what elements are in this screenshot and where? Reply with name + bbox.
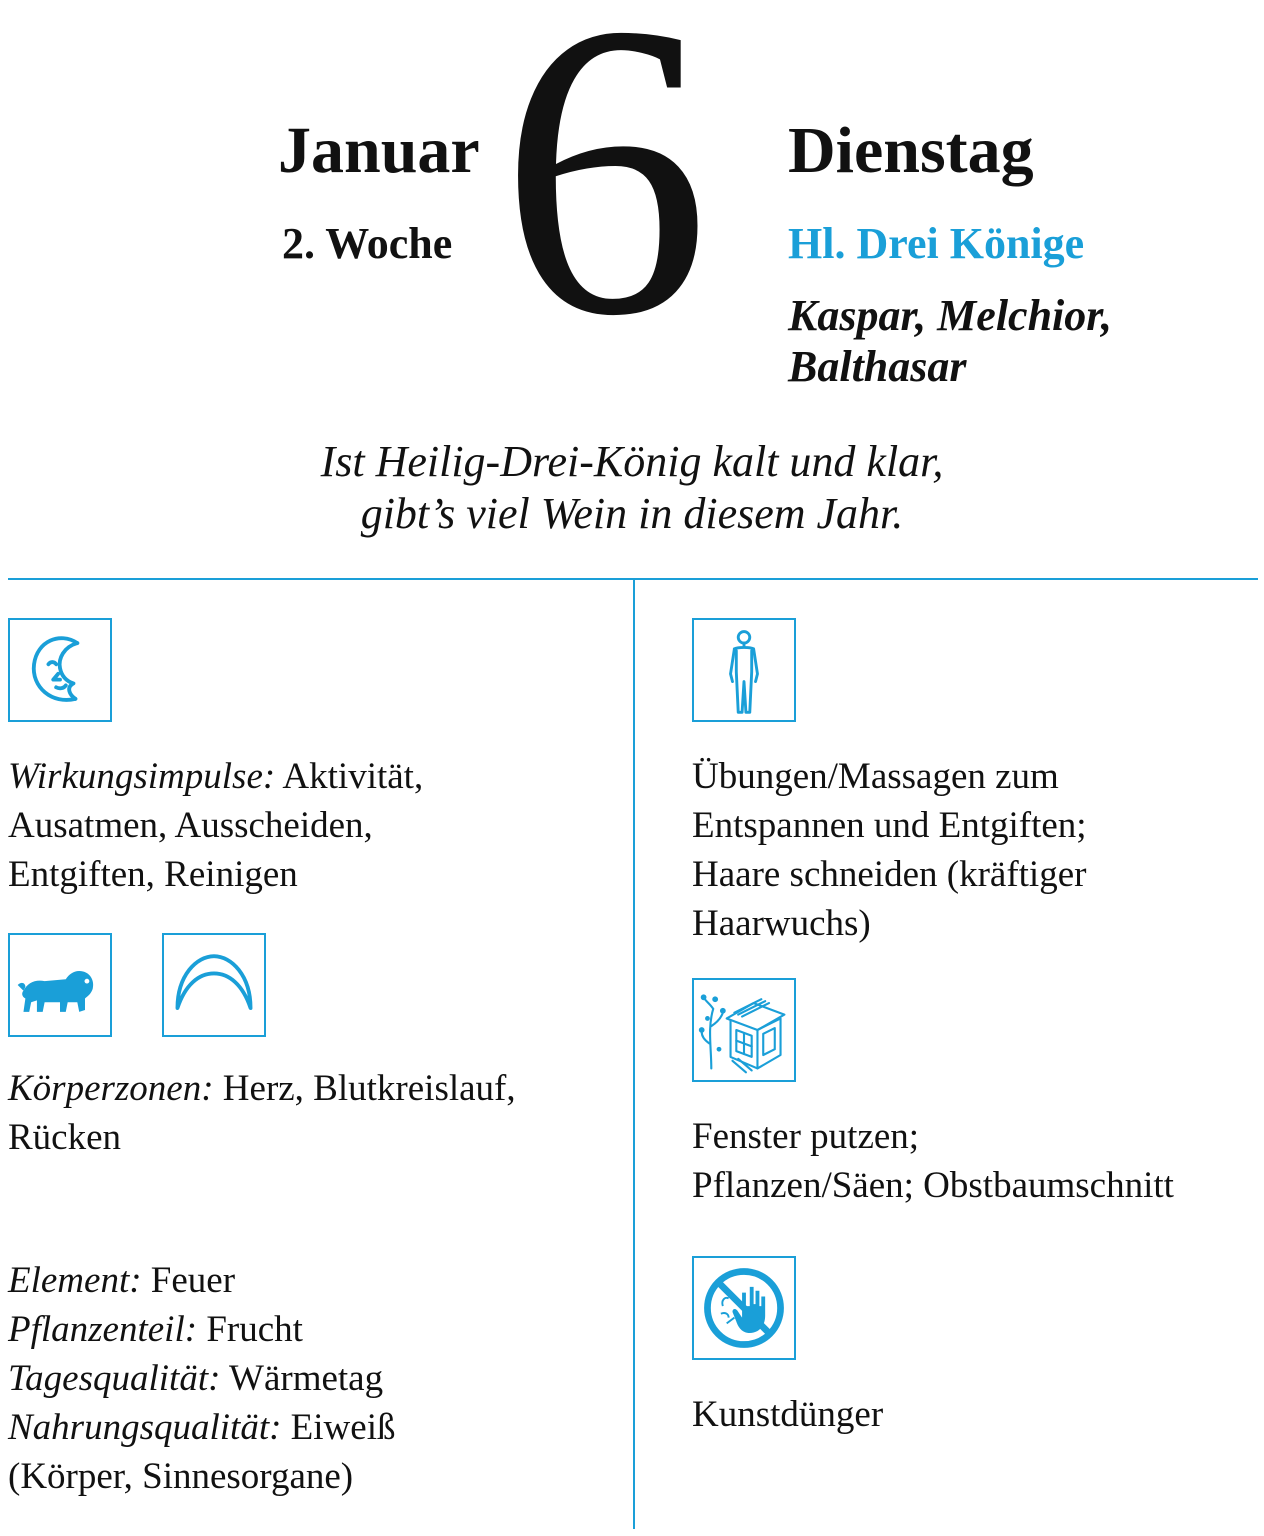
zones-value: Herz, Blutkreislauf,	[213, 1068, 516, 1109]
body-care-line-2: Entspannen und Entgiften;	[692, 805, 1087, 846]
plantpart-value: Frucht	[197, 1309, 303, 1350]
day-number: 6	[500, 0, 706, 402]
feast-label: Hl. Drei Könige	[788, 219, 1085, 268]
saying-line-2: gibt’s viel Wein in diesem Jahr.	[360, 489, 904, 538]
foodquality-label: Nahrungsqualität:	[8, 1407, 282, 1448]
avoid-text: Kunstdünger	[692, 1394, 884, 1435]
body-care-block	[692, 752, 1087, 948]
impulses-value: Aktivität,	[275, 756, 424, 797]
crescent-moon-icon	[162, 933, 266, 1037]
garden-house-icon	[692, 978, 796, 1082]
household-block	[692, 1112, 1174, 1210]
lion-icon	[8, 933, 112, 1037]
name-days-line-1: Kaspar, Melchior,	[788, 291, 1112, 340]
plantpart-label: Pflanzenteil:	[8, 1309, 198, 1350]
element-label: Element:	[8, 1260, 142, 1301]
month-label: Januar	[278, 114, 480, 187]
moon-face-icon	[8, 618, 112, 722]
dayquality-value: Wärmetag	[220, 1358, 384, 1399]
element-value: Feuer	[141, 1260, 236, 1301]
impulses-line-2: Ausatmen, Ausscheiden,	[8, 805, 373, 846]
impulses-block	[8, 752, 423, 899]
body-care-line-3: Haare schneiden (kräftiger	[692, 854, 1087, 895]
dayquality-label: Tagesqualität:	[8, 1358, 221, 1399]
weather-saying	[0, 436, 1264, 540]
saying-line-1: Ist Heilig-Drei-König kalt und klar,	[320, 437, 944, 486]
body-zones-block	[8, 1064, 516, 1162]
impulses-line-3: Entgiften, Reinigen	[8, 854, 298, 895]
prohibited-hand-icon	[692, 1256, 796, 1360]
household-line-1: Fenster putzen;	[692, 1116, 920, 1157]
body-care-line-1: Übungen/Massagen zum	[692, 756, 1059, 797]
weekday-label: Dienstag	[788, 114, 1034, 187]
vertical-divider	[633, 579, 635, 1529]
human-figure-icon	[692, 618, 796, 722]
household-line-2: Pflanzen/Säen; Obstbaumschnitt	[692, 1165, 1174, 1206]
name-days	[788, 290, 1112, 392]
body-care-line-4: Haarwuchs)	[692, 903, 871, 944]
qualities-block	[8, 1256, 395, 1501]
foodquality-line-2: (Körper, Sinnesorgane)	[8, 1456, 354, 1497]
zones-line-2: Rücken	[8, 1117, 122, 1158]
week-label: 2. Woche	[282, 219, 453, 268]
zones-label: Körperzonen:	[8, 1068, 214, 1109]
impulses-label: Wirkungsimpulse:	[8, 756, 276, 797]
foodquality-value: Eiweiß	[281, 1407, 396, 1448]
name-days-line-2: Balthasar	[788, 342, 967, 391]
